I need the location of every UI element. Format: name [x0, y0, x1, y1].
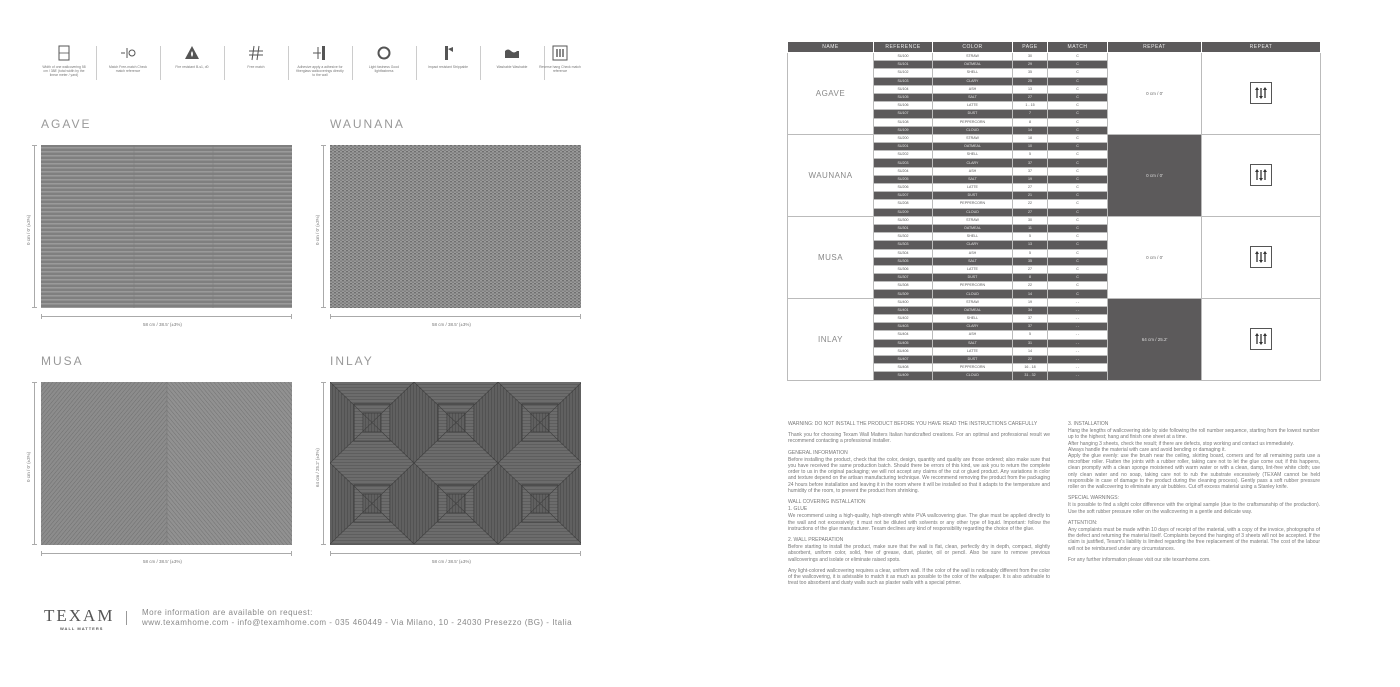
ref-cell: SU309	[874, 290, 933, 298]
feature-light	[360, 44, 408, 73]
feature-match	[104, 44, 152, 73]
match-cell: C	[1048, 175, 1108, 183]
page-cell: 30	[1013, 216, 1048, 224]
match-cell: C	[1048, 134, 1108, 142]
ref-cell: SU402	[874, 315, 933, 323]
table-row	[788, 134, 1321, 142]
ref-cell: SU401	[874, 306, 933, 314]
match-cell: C	[1048, 241, 1108, 249]
ref-cell: SU100	[874, 53, 933, 61]
ref-cell: SU109	[874, 126, 933, 134]
color-cell: LATTE	[933, 102, 1013, 110]
header-color: COLOR	[933, 42, 1013, 53]
feature-width	[40, 44, 88, 78]
match-cell: C	[1048, 216, 1108, 224]
group-name: MUSA	[788, 216, 874, 298]
inlay-height-label: 64 cm / 25.2' (±3%)	[315, 448, 320, 487]
waunana-width-line	[330, 316, 581, 317]
color-cell: CLOUD	[933, 290, 1013, 298]
ref-cell: SU107	[874, 110, 933, 118]
page-cell: 22	[1013, 282, 1048, 290]
special-warnings-text: It is possible to find a slight color difference with the original sample (due to the craftsmanship of the production). Use the soft rubber pressure roller on the wallcovering in a gentle and delicate way.	[1068, 502, 1320, 515]
page-cell: 11	[1013, 224, 1048, 232]
ref-cell: SU103	[874, 77, 933, 85]
attention-text: Any complaints must be made within 10 days of receipt of the material, with a copy of the invoice, photographs of the defect and returning the material itself. Complaints beyond the hanging of 3 sheets will not be accepted. If the claim is justified, Texam's liability is limited regarding the free replacement of the material. The cost of the labour will not be reimbursed under any circumstances.	[1068, 527, 1320, 552]
light-icon	[375, 44, 393, 62]
musa-width-label: 58 cm / 38.5' (±3%)	[143, 559, 182, 564]
page-cell: 19	[1013, 175, 1048, 183]
group-repeat-icon-cell	[1202, 134, 1321, 216]
feature-washable	[488, 44, 536, 69]
table-row	[788, 298, 1321, 306]
inlay-texture	[330, 382, 581, 545]
group-repeat: 0 cm / 0'	[1108, 134, 1202, 216]
feature-straight	[232, 44, 280, 69]
match-cell: C	[1048, 159, 1108, 167]
color-cell: SALT	[933, 257, 1013, 265]
group-name: INLAY	[788, 298, 874, 380]
color-cell: ASH	[933, 331, 1013, 339]
page-cell: 19	[1013, 298, 1048, 306]
match-cell: - -	[1048, 347, 1108, 355]
match-cell: C	[1048, 282, 1108, 290]
repeat-arrows-icon	[1253, 249, 1269, 265]
repeat-arrows-icon	[1253, 85, 1269, 101]
ref-cell: SU407	[874, 355, 933, 363]
color-cell: CLOUD	[933, 372, 1013, 380]
ref-cell: SU404	[874, 331, 933, 339]
attention-title: ATTENTION:	[1068, 519, 1098, 526]
match-cell: C	[1048, 265, 1108, 273]
group-name: AGAVE	[788, 53, 874, 135]
repeat-icon-box	[1250, 328, 1272, 350]
waunana-width-label: 58 cm / 38.5' (±3%)	[432, 322, 471, 327]
feature-impact	[424, 44, 472, 69]
feature-caption: Fire resistant B-s1, d0	[175, 65, 209, 69]
ref-cell: SU303	[874, 241, 933, 249]
ref-cell: SU305	[874, 257, 933, 265]
color-cell: PEPPERCORN	[933, 364, 1013, 372]
match-cell: C	[1048, 192, 1108, 200]
color-cell: CLOUD	[933, 208, 1013, 216]
ref-cell: SU300	[874, 216, 933, 224]
match-cell: - -	[1048, 339, 1108, 347]
page-cell: 7	[1013, 110, 1048, 118]
waunana-height-line	[323, 145, 324, 308]
page-cell: 5	[1013, 249, 1048, 257]
reference-table	[787, 41, 1321, 381]
page-cell: 14	[1013, 126, 1048, 134]
hammer-icon	[439, 44, 457, 62]
match-cell: C	[1048, 118, 1108, 126]
adhesive-icon	[311, 44, 329, 62]
page-cell: 30	[1013, 53, 1048, 61]
color-cell: DUST	[933, 274, 1013, 282]
page-cell: 1 - 15	[1013, 102, 1048, 110]
group-name: WAUNANA	[788, 134, 874, 216]
page-cell: 13	[1013, 85, 1048, 93]
match-cell: C	[1048, 208, 1108, 216]
table-row	[788, 53, 1321, 61]
ref-cell: SU406	[874, 347, 933, 355]
instructions-right-column	[1068, 421, 1320, 568]
installation-text-1: Hang the lengths of wallcovering side by side following the roll number sequence, starting from the lowest number up to the highest; hang and finish one sheet at a time.	[1068, 428, 1320, 441]
match-cell: C	[1048, 151, 1108, 159]
group-repeat-icon-cell	[1202, 216, 1321, 298]
agave-height-label: 0 cm / 0' (±3%)	[26, 214, 31, 245]
page-cell: 31	[1013, 339, 1048, 347]
page-cell: 37	[1013, 159, 1048, 167]
ref-cell: SU409	[874, 372, 933, 380]
page-cell: 27	[1013, 93, 1048, 101]
texam-logo: TEXAM	[44, 606, 115, 625]
inlay-width-line	[330, 553, 581, 554]
match-cell: C	[1048, 126, 1108, 134]
group-repeat: 0 cm / 0'	[1108, 53, 1202, 135]
color-cell: OATMEAL	[933, 306, 1013, 314]
feature-repeat	[536, 44, 584, 73]
color-cell: PEPPERCORN	[933, 200, 1013, 208]
musa-swatch	[41, 382, 292, 545]
match-cell: C	[1048, 102, 1108, 110]
agave-height-line	[34, 145, 35, 308]
ref-cell: SU408	[874, 364, 933, 372]
ref-cell: SU206	[874, 184, 933, 192]
page-cell: 35	[1013, 69, 1048, 77]
color-cell: PEPPERCORN	[933, 118, 1013, 126]
page-cell: 31 - 32	[1013, 372, 1048, 380]
header-name: NAME	[788, 42, 874, 53]
feature-caption: Match Free-match Check match reference	[108, 65, 148, 74]
agave-title: AGAVE	[41, 117, 92, 131]
general-title: GENERAL INFORMATION	[788, 449, 848, 456]
ref-cell: SU307	[874, 274, 933, 282]
repeat-icon-box	[1250, 246, 1272, 268]
repeat-arrows-icon	[1253, 167, 1269, 183]
color-cell: SALT	[933, 339, 1013, 347]
match-cell: C	[1048, 53, 1108, 61]
color-cell: ASH	[933, 249, 1013, 257]
color-cell: STRAW	[933, 216, 1013, 224]
table-row	[788, 216, 1321, 224]
match-cell: C	[1048, 274, 1108, 282]
ref-cell: SU302	[874, 233, 933, 241]
color-cell: CLOUD	[933, 126, 1013, 134]
color-cell: LATTE	[933, 347, 1013, 355]
page-cell: 37	[1013, 323, 1048, 331]
waunana-texture	[330, 145, 581, 308]
further-info-text: For any further information please visit our site texamhome.com.	[1068, 556, 1211, 563]
inlay-height-line	[323, 382, 324, 545]
group-repeat-icon-cell	[1202, 53, 1321, 135]
match-cell: - -	[1048, 331, 1108, 339]
match-cell: C	[1048, 77, 1108, 85]
feature-caption: Reverse hang Check match reference	[539, 65, 581, 74]
ref-cell: SU208	[874, 200, 933, 208]
straight-icon	[247, 44, 265, 62]
repeat-icon-box	[1250, 82, 1272, 104]
color-cell: DUST	[933, 110, 1013, 118]
color-cell: STRAW	[933, 298, 1013, 306]
match-cell: C	[1048, 110, 1108, 118]
ref-cell: SU102	[874, 69, 933, 77]
group-repeat-icon-cell	[1202, 298, 1321, 380]
page-cell: 16 - 18	[1013, 364, 1048, 372]
page-cell: 14	[1013, 290, 1048, 298]
installation-text-3: Always handle the material with care and avoid bending or damaging it.	[1068, 446, 1226, 453]
feature-caption: Impact resistant Strippable	[427, 65, 469, 69]
repeat-arrows-icon	[1253, 331, 1269, 347]
header-page: PAGE	[1013, 42, 1048, 53]
feature-caption: Adhesive apply a adhesive for fiberglass wallcoverings directly to the wall	[296, 65, 344, 78]
page-cell: 25	[1013, 77, 1048, 85]
ref-cell: SU105	[874, 93, 933, 101]
page-cell: 27	[1013, 184, 1048, 192]
ref-cell: SU308	[874, 282, 933, 290]
group-repeat: 0 cm / 0'	[1108, 216, 1202, 298]
match-cell: C	[1048, 200, 1108, 208]
page-cell: 14	[1013, 347, 1048, 355]
page-cell: 5	[1013, 151, 1048, 159]
header-reference: REFERENCE	[874, 42, 933, 53]
feature-caption: Light fastness Good lightfastness	[368, 65, 400, 74]
page-cell: 18	[1013, 134, 1048, 142]
install-title: WALL COVERING INSTALLATION	[788, 499, 866, 506]
musa-height-line	[34, 382, 35, 545]
color-cell: SHELL	[933, 151, 1013, 159]
match-cell: C	[1048, 143, 1108, 151]
ref-cell: SU108	[874, 118, 933, 126]
color-cell: SHELL	[933, 69, 1013, 77]
instructions-left-column	[788, 421, 1050, 591]
color-cell: OATMEAL	[933, 224, 1013, 232]
ref-cell: SU203	[874, 159, 933, 167]
table-header-row	[788, 42, 1321, 53]
page-cell: 8	[1013, 274, 1048, 282]
match-cell: C	[1048, 249, 1108, 257]
header-repeat: REPEAT	[1108, 42, 1202, 53]
page-cell: 37	[1013, 315, 1048, 323]
color-cell: SALT	[933, 175, 1013, 183]
page-cell: 8	[1013, 118, 1048, 126]
thanks-text: Thank you for choosing Texam Wall Matters Italian handcrafted creations. For an optimal and professional result we recommend contacting a professional installer.	[788, 432, 1050, 445]
installation-text-2: After hanging 3 sheets, check the result; if there are defects, stop working and contact us immediately.	[1068, 440, 1294, 447]
ref-cell: SU200	[874, 134, 933, 142]
color-cell: SALT	[933, 93, 1013, 101]
width-icon	[55, 44, 73, 62]
page-cell: 22	[1013, 200, 1048, 208]
match-cell: C	[1048, 69, 1108, 77]
ref-cell: SU304	[874, 249, 933, 257]
page-cell: 34	[1013, 306, 1048, 314]
agave-texture	[41, 145, 292, 308]
color-cell: CLARY	[933, 323, 1013, 331]
warning-text: WARNING: DO NOT INSTALL THE PRODUCT BEFORE YOU HAVE READ THE INSTRUCTIONS CAREFULLY	[788, 421, 1038, 427]
prep-title: 2. WALL PREPARATION	[788, 537, 844, 544]
ref-cell: SU106	[874, 102, 933, 110]
match-cell: C	[1048, 167, 1108, 175]
match-cell: C	[1048, 233, 1108, 241]
page-cell: 37	[1013, 167, 1048, 175]
color-cell: ASH	[933, 167, 1013, 175]
color-cell: STRAW	[933, 53, 1013, 61]
match-cell: C	[1048, 85, 1108, 93]
page-cell: 13	[1013, 241, 1048, 249]
match-cell: - -	[1048, 355, 1108, 363]
feature-fire	[168, 44, 216, 69]
match-cell: - -	[1048, 315, 1108, 323]
ref-cell: SU101	[874, 61, 933, 69]
inlay-swatch	[330, 382, 581, 545]
color-cell: PEPPERCORN	[933, 282, 1013, 290]
match-cell: C	[1048, 257, 1108, 265]
match-cell: - -	[1048, 298, 1108, 306]
ref-cell: SU403	[874, 323, 933, 331]
color-cell: ASH	[933, 85, 1013, 93]
glue-title: 1. GLUE	[788, 506, 808, 513]
repeat-icon	[551, 44, 569, 62]
ref-cell: SU201	[874, 143, 933, 151]
ref-cell: SU205	[874, 175, 933, 183]
ref-cell: SU209	[874, 208, 933, 216]
ref-cell: SU301	[874, 224, 933, 232]
ref-cell: SU204	[874, 167, 933, 175]
general-text: Before installing the product, check that the color, design, quantity and quality are those ordered; also make sure that you have received the same production batch. Should there be errors of this kind, we ask you to return the complete order to us in the original packaging; we will not accept any claims of the cut or glued product. Any variations in color and texture depend on the artisan manufacturing technique. We recommend removing the product from the packaging 24 hours before installation and leaving it in the room where it will be installed so that it adapts to the temperature and humidity of the room, to prevent the product from shrinking.	[788, 456, 1050, 494]
agave-swatch	[41, 145, 292, 308]
musa-width-line	[41, 553, 292, 554]
feature-caption: Width of one wallcovering 58 cm / 388' (total width by the linear meter / yard)	[42, 65, 86, 78]
feature-caption: Free match	[247, 65, 265, 69]
color-cell: CLARY	[933, 159, 1013, 167]
page-cell: 5	[1013, 233, 1048, 241]
page-cell: 27	[1013, 265, 1048, 273]
ref-cell: SU104	[874, 85, 933, 93]
color-cell: CLARY	[933, 241, 1013, 249]
page-cell: 35	[1013, 257, 1048, 265]
prep-text-2: Any light-colored wallcovering requires a clear, uniform wall. If the color of the wall is noticeably different from the color of the wallcovering, it is advisable to match it as much as possible to the color of the wallpaper. It is also advisable to treat too absorbent and dusty walls such as plaster walls with a special primer.	[788, 567, 1050, 587]
ref-cell: SU306	[874, 265, 933, 273]
ref-cell: SU207	[874, 192, 933, 200]
waunana-swatch	[330, 145, 581, 308]
match-icon	[119, 44, 137, 62]
color-cell: LATTE	[933, 265, 1013, 273]
musa-height-label: 0 cm / 0' (±3%)	[26, 451, 31, 482]
color-cell: DUST	[933, 192, 1013, 200]
match-cell: - -	[1048, 323, 1108, 331]
page-cell: 10	[1013, 143, 1048, 151]
page-cell: 21	[1013, 192, 1048, 200]
match-cell: - -	[1048, 364, 1108, 372]
color-cell: STRAW	[933, 134, 1013, 142]
agave-width-label: 58 cm / 38.5' (±3%)	[143, 322, 182, 327]
color-cell: SHELL	[933, 233, 1013, 241]
color-cell: DUST	[933, 355, 1013, 363]
match-cell: C	[1048, 290, 1108, 298]
page-cell: 27	[1013, 208, 1048, 216]
musa-title: MUSA	[41, 354, 84, 368]
color-cell: SHELL	[933, 315, 1013, 323]
page-cell: 29	[1013, 61, 1048, 69]
page-cell: 22	[1013, 355, 1048, 363]
match-cell: C	[1048, 224, 1108, 232]
texam-logo-sub: WALL MATTERS	[60, 626, 104, 631]
match-cell: - -	[1048, 306, 1108, 314]
match-cell: - -	[1048, 372, 1108, 380]
musa-texture	[41, 382, 292, 545]
feature-adhesive	[296, 44, 344, 78]
agave-width-line	[41, 316, 292, 317]
wave-icon	[503, 44, 521, 62]
ref-cell: SU405	[874, 339, 933, 347]
inlay-title: INLAY	[330, 354, 374, 368]
page-cell: 5	[1013, 331, 1048, 339]
waunana-height-label: 0 cm / 0' (±3%)	[315, 214, 320, 245]
ref-cell: SU400	[874, 298, 933, 306]
group-repeat: 64 cm / 25.2'	[1108, 298, 1202, 380]
match-cell: C	[1048, 184, 1108, 192]
feature-icons-row	[40, 44, 580, 84]
color-cell: OATMEAL	[933, 61, 1013, 69]
waunana-title: WAUNANA	[330, 117, 405, 131]
feature-caption: Washable Washable	[496, 65, 528, 69]
footer-contact-line: www.texamhome.com - info@texamhome.com - 035 460449 - Via Milano, 10 - 24030 Presezzo (BG) - Italia	[142, 618, 573, 627]
inlay-width-label: 58 cm / 38.5' (±3%)	[432, 559, 471, 564]
color-cell: LATTE	[933, 184, 1013, 192]
color-cell: CLARY	[933, 77, 1013, 85]
installation-title: 3. INSTALLATION	[1068, 421, 1109, 427]
header-repeat-icon: REPEAT	[1202, 42, 1321, 53]
match-cell: C	[1048, 93, 1108, 101]
header-match: MATCH	[1048, 42, 1108, 53]
glue-text: We recommend using a high-quality, high-strength white PVA wallcovering glue. The glue must be applied directly to the wall and not excessively; it must not be diluted with solvents or any other type of liquid. Important: follow the instructions of the glue manufacturer. Texam declines any kind of responsibility regarding the choice of the glue.	[788, 513, 1050, 532]
installation-text-4: Apply the glue evenly: use the brush near the ceiling, skirting board, corners and for all remaining parts use a microfiber roller. Flatten the joints with a rubber roller, taking care not to let the glue come out; if this happens, clean promptly with a clean sponge moistened with warm water or with a clean, damp, lint-free white cloth; use only clean water and no soap, taking care not to rub the substrate excessively (TEXAM cannot be held responsible in case of damage to the product during the cleaning process). Gently pass a soft rubber pressure roller on the wallcovering to eliminate any air bubbles. Cut off excess material using a Stanley knife.	[1068, 453, 1320, 491]
repeat-icon-box	[1250, 164, 1272, 186]
footer-info-line: More information are available on request:	[142, 608, 313, 617]
color-cell: OATMEAL	[933, 143, 1013, 151]
right-page	[700, 0, 1400, 687]
prep-text: Before starting to install the product, make sure that the wall is flat, clean, perfectly dry in depth, compact, slightly absorbent, uniform color, solid, free of grease, dust, plaster, oil or pencil. Also be sure to remove previous wallcoverings and isolate or eliminate raised spots.	[788, 544, 1050, 563]
special-warnings-title: SPECIAL WARNINGS:	[1068, 495, 1120, 502]
fire-icon	[183, 44, 201, 62]
footer-separator	[126, 611, 127, 625]
ref-cell: SU202	[874, 151, 933, 159]
match-cell: C	[1048, 61, 1108, 69]
